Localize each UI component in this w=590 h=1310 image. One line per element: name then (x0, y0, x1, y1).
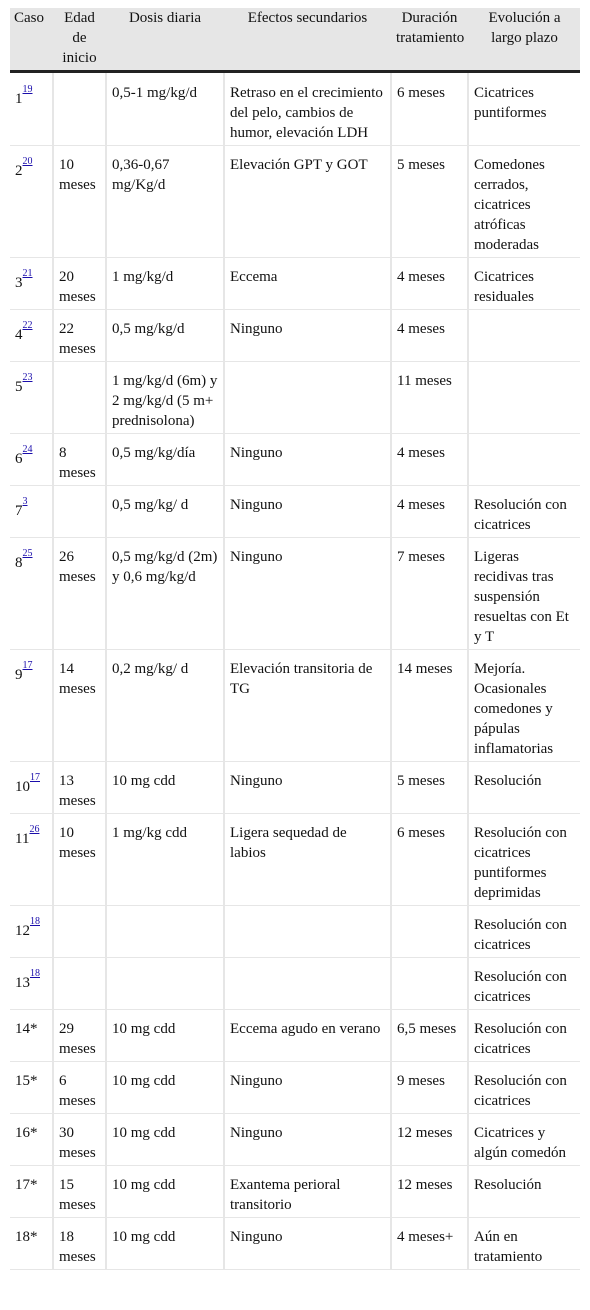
duration-cell: 5 meses (391, 762, 468, 814)
case-number: 5 (15, 379, 23, 395)
case-number: 1 (15, 91, 23, 107)
outcome-cell: Cicatrices puntiformes (468, 72, 580, 146)
clinical-cases-table (10, 8, 580, 1270)
dose-cell: 10 mg cdd (106, 1114, 224, 1166)
effects-cell: Eccema agudo en verano (224, 1010, 391, 1062)
dose-cell: 0,5 mg/kg/ d (106, 486, 224, 538)
case-number: 12 (15, 923, 30, 939)
reference-link[interactable]: 3 (22, 495, 28, 507)
reference-link[interactable]: 24 (22, 443, 33, 455)
header-edad-inicio: Edad de inicio (53, 8, 106, 72)
dose-cell: 1 mg/kg/d (6m) y 2 mg/kg/d (5 m+ prednisolona) (106, 362, 224, 434)
table-header-row (10, 8, 580, 72)
duration-cell: 4 meses (391, 258, 468, 310)
dose-cell: 10 mg cdd (106, 762, 224, 814)
reference-link[interactable]: 23 (22, 371, 33, 383)
outcome-cell: Resolución con cicatrices (468, 486, 580, 538)
outcome-cell: Cicatrices y algún comedón (468, 1114, 580, 1166)
age-cell: 20 meses (53, 258, 106, 310)
case-cell (10, 434, 53, 486)
dose-cell: 10 mg cdd (106, 1062, 224, 1114)
age-cell: 30 meses (53, 1114, 106, 1166)
reference-link[interactable]: 17 (30, 771, 40, 783)
effects-cell: Ninguno (224, 1062, 391, 1114)
outcome-cell: Resolución con cicatrices (468, 1062, 580, 1114)
table-row (10, 486, 580, 538)
age-cell: 8 meses (53, 434, 106, 486)
table-row (10, 1166, 580, 1218)
reference-link[interactable]: 20 (22, 155, 33, 167)
age-cell (53, 486, 106, 538)
duration-cell: 4 meses+ (391, 1218, 468, 1270)
case-number: 11 (15, 831, 30, 847)
effects-cell (224, 958, 391, 1010)
age-cell: 14 meses (53, 650, 106, 762)
case-number: 10 (15, 779, 30, 795)
table-row (10, 258, 580, 310)
outcome-cell: Aún en tratamiento (468, 1218, 580, 1270)
effects-cell: Eccema (224, 258, 391, 310)
case-number: 13 (15, 975, 30, 991)
outcome-cell (468, 362, 580, 434)
duration-cell: 12 meses (391, 1166, 468, 1218)
header-duracion-tratamiento: Duración tratamiento (391, 8, 468, 72)
case-number: 4 (15, 327, 23, 343)
dose-cell: 0,2 mg/kg/ d (106, 650, 224, 762)
outcome-cell: Resolución (468, 1166, 580, 1218)
age-cell: 10 meses (53, 146, 106, 258)
effects-cell: Elevación transitoria de TG (224, 650, 391, 762)
age-cell: 18 meses (53, 1218, 106, 1270)
table-row (10, 1114, 580, 1166)
case-number: 17* (15, 1177, 38, 1193)
duration-cell: 9 meses (391, 1062, 468, 1114)
case-cell (10, 650, 53, 762)
outcome-cell: Resolución (468, 762, 580, 814)
outcome-cell: Resolución con cicatrices puntiformes deprimidas (468, 814, 580, 906)
table-row (10, 362, 580, 434)
duration-cell (391, 906, 468, 958)
duration-cell: 4 meses (391, 486, 468, 538)
header-evolucion-largo-plazo: Evolución a largo plazo (468, 8, 580, 72)
age-cell: 22 meses (53, 310, 106, 362)
reference-link[interactable]: 21 (22, 267, 33, 279)
case-cell (10, 310, 53, 362)
duration-cell: 7 meses (391, 538, 468, 650)
effects-cell: Retraso en el crecimiento del pelo, cambios de humor, elevación LDH (224, 72, 391, 146)
outcome-cell: Resolución con cicatrices (468, 906, 580, 958)
table-row (10, 814, 580, 906)
header-dosis-diaria: Dosis diaria (106, 8, 224, 72)
case-cell (10, 814, 53, 906)
table-row (10, 958, 580, 1010)
dose-cell: 10 mg cdd (106, 1010, 224, 1062)
case-number: 15* (15, 1073, 38, 1089)
age-cell: 6 meses (53, 1062, 106, 1114)
effects-cell: Ninguno (224, 1114, 391, 1166)
outcome-cell: Resolución con cicatrices (468, 958, 580, 1010)
header-caso: Caso (10, 8, 53, 72)
reference-link[interactable]: 22 (22, 319, 33, 331)
reference-link[interactable]: 18 (30, 915, 40, 927)
case-number: 3 (15, 275, 23, 291)
table-row (10, 906, 580, 958)
table-row (10, 538, 580, 650)
case-cell (10, 1010, 53, 1062)
case-number: 2 (15, 163, 23, 179)
outcome-cell: Ligeras recidivas tras suspensión resueltas con Et y T (468, 538, 580, 650)
table-row (10, 1218, 580, 1270)
case-cell (10, 362, 53, 434)
effects-cell: Ninguno (224, 1218, 391, 1270)
case-number: 6 (15, 451, 23, 467)
effects-cell: Ninguno (224, 310, 391, 362)
table-row (10, 72, 580, 146)
reference-link[interactable]: 19 (22, 83, 33, 95)
dose-cell: 0,5-1 mg/kg/d (106, 72, 224, 146)
case-cell (10, 1062, 53, 1114)
duration-cell: 4 meses (391, 310, 468, 362)
duration-cell: 14 meses (391, 650, 468, 762)
case-cell (10, 146, 53, 258)
case-cell (10, 906, 53, 958)
reference-link[interactable]: 17 (22, 659, 33, 671)
reference-link[interactable]: 26 (29, 823, 40, 835)
duration-cell: 12 meses (391, 1114, 468, 1166)
table-row (10, 434, 580, 486)
outcome-cell: Resolución con cicatrices (468, 1010, 580, 1062)
case-cell (10, 958, 53, 1010)
dose-cell: 0,5 mg/kg/d (106, 310, 224, 362)
duration-cell: 11 meses (391, 362, 468, 434)
duration-cell: 5 meses (391, 146, 468, 258)
duration-cell: 6 meses (391, 72, 468, 146)
age-cell: 29 meses (53, 1010, 106, 1062)
table-row (10, 1062, 580, 1114)
table-row (10, 650, 580, 762)
age-cell: 26 meses (53, 538, 106, 650)
case-cell (10, 486, 53, 538)
case-number: 14* (15, 1021, 38, 1037)
case-number: 8 (15, 555, 23, 571)
age-cell: 10 meses (53, 814, 106, 906)
dose-cell: 0,5 mg/kg/d (2m) y 0,6 mg/kg/d (106, 538, 224, 650)
case-number: 9 (15, 667, 23, 683)
age-cell (53, 906, 106, 958)
effects-cell (224, 906, 391, 958)
effects-cell: Ninguno (224, 434, 391, 486)
dose-cell: 1 mg/kg/d (106, 258, 224, 310)
age-cell (53, 72, 106, 146)
case-cell (10, 1114, 53, 1166)
outcome-cell: Mejoría. Ocasionales comedones y pápulas inflamatorias (468, 650, 580, 762)
table-row (10, 762, 580, 814)
age-cell: 15 meses (53, 1166, 106, 1218)
dose-cell: 10 mg cdd (106, 1218, 224, 1270)
outcome-cell (468, 434, 580, 486)
reference-link[interactable]: 25 (22, 547, 33, 559)
duration-cell: 6 meses (391, 814, 468, 906)
table-container (10, 8, 580, 1270)
dose-cell: 0,5 mg/kg/día (106, 434, 224, 486)
case-cell (10, 258, 53, 310)
effects-cell: Ninguno (224, 538, 391, 650)
case-cell (10, 762, 53, 814)
case-number: 18* (15, 1229, 38, 1245)
effects-cell: Exantema perioral transitorio (224, 1166, 391, 1218)
table-row (10, 146, 580, 258)
case-number: 16* (15, 1125, 38, 1141)
table-row (10, 1010, 580, 1062)
case-cell (10, 1166, 53, 1218)
case-cell (10, 1218, 53, 1270)
age-cell (53, 362, 106, 434)
header-efectos-secundarios: Efectos secundarios (224, 8, 391, 72)
outcome-cell: Comedones cerrados, cicatrices atróficas moderadas (468, 146, 580, 258)
outcome-cell (468, 310, 580, 362)
dose-cell (106, 906, 224, 958)
reference-link[interactable]: 18 (30, 967, 40, 979)
dose-cell: 0,36-0,67 mg/Kg/d (106, 146, 224, 258)
dose-cell: 10 mg cdd (106, 1166, 224, 1218)
effects-cell: Elevación GPT y GOT (224, 146, 391, 258)
case-cell (10, 72, 53, 146)
effects-cell: Ligera sequedad de labios (224, 814, 391, 906)
effects-cell: Ninguno (224, 762, 391, 814)
case-number: 7 (15, 503, 23, 519)
effects-cell (224, 362, 391, 434)
case-cell (10, 538, 53, 650)
dose-cell (106, 958, 224, 1010)
dose-cell: 1 mg/kg cdd (106, 814, 224, 906)
effects-cell: Ninguno (224, 486, 391, 538)
age-cell: 13 meses (53, 762, 106, 814)
duration-cell: 6,5 meses (391, 1010, 468, 1062)
outcome-cell: Cicatrices residuales (468, 258, 580, 310)
age-cell (53, 958, 106, 1010)
duration-cell (391, 958, 468, 1010)
table-row (10, 310, 580, 362)
duration-cell: 4 meses (391, 434, 468, 486)
